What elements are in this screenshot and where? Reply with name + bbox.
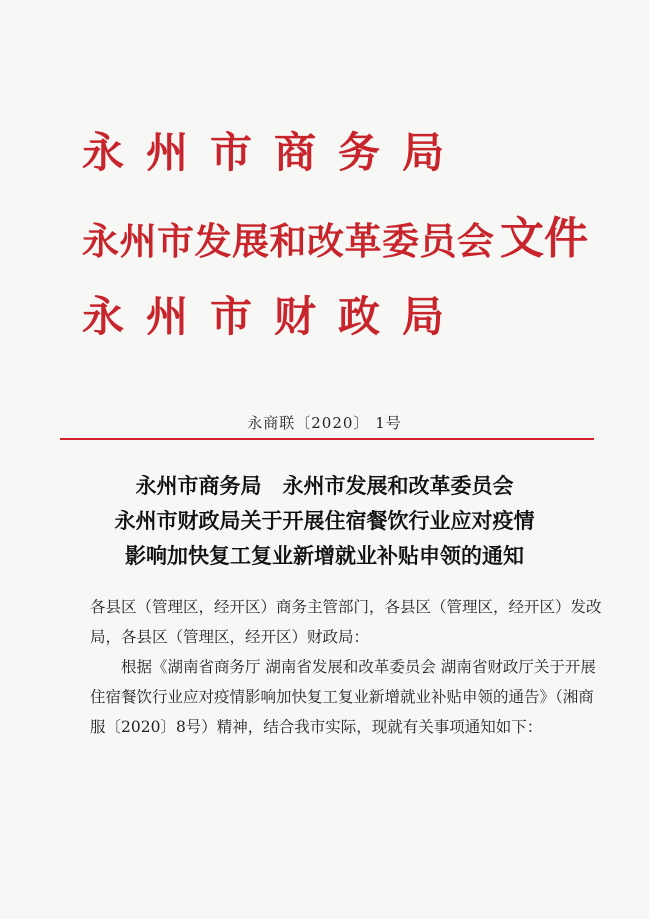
document-title <box>40 468 609 573</box>
issuer-row-commerce <box>82 128 612 210</box>
document-suffix: 文件 <box>500 213 588 264</box>
issuer-development-reform-commission: 永州市发展和改革委员会 <box>82 219 495 263</box>
issuer-commerce-bureau: 永州市商务局 <box>82 128 467 177</box>
body-paragraph: 根据《湖南省商务厅 湖南省发展和改革委员会 湖南省财政厅关于开展住宿餐饮行业应对疫情影响加快复工复业新增就业补贴申领的通告》（湘商服〔2020〕8号）精神，结合我市实际，现就有关事项通知如下： <box>90 658 596 736</box>
recipients-paragraph: 各县区（管理区，经开区）商务主管部门，各县区（管理区，经开区）发改局，各县区（管理区，经开区）财政局： <box>90 598 602 646</box>
title-line: 永州市商务局 永州市发展和改革委员会 <box>135 473 514 498</box>
title-line: 永州市财政局关于开展住宿餐饮行业应对疫情 <box>114 508 535 533</box>
red-divider <box>60 438 594 440</box>
document-body <box>90 592 608 742</box>
title-line: 影响加快复工复业新增就业补贴申领的通知 <box>125 543 524 568</box>
issuer-finance-bureau: 永州市财政局 <box>82 292 467 341</box>
document-number: 永商联〔2020〕 1号 <box>247 414 402 432</box>
issuer-row-finance <box>82 292 612 374</box>
issuer-block <box>82 128 612 374</box>
